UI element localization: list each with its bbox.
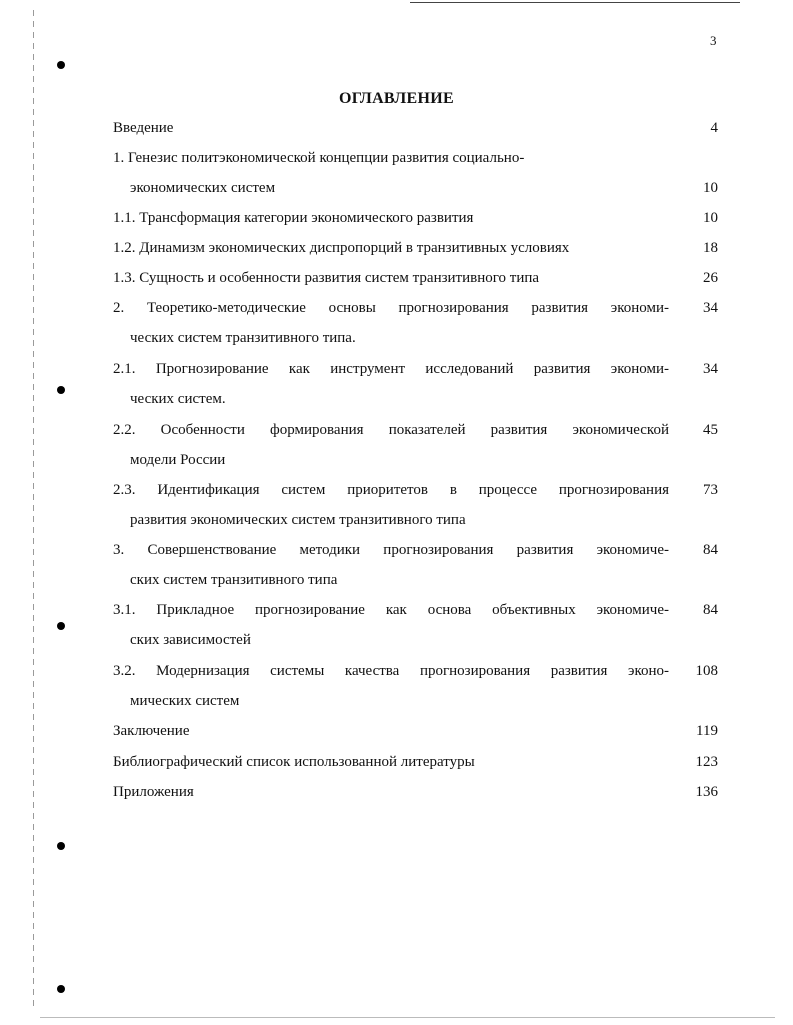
toc-entry-continuation xyxy=(0,384,793,414)
toc-entry xyxy=(0,777,793,807)
toc-entry-continuation xyxy=(0,445,793,475)
toc-entry-text: 2. Теоретико-методические основы прогнозирования развития экономи- xyxy=(113,300,669,316)
toc-entry xyxy=(0,143,793,173)
toc-entry xyxy=(0,293,793,323)
toc-entry-text: 3. Совершенствование методики прогнозирования развития экономиче- xyxy=(113,542,669,558)
toc-entry-text: развития экономических систем транзитивного типа xyxy=(130,512,466,528)
toc-page-number: 84 xyxy=(703,542,718,558)
toc-entry xyxy=(0,535,793,565)
page-number: 3 xyxy=(710,33,717,48)
toc-entry-text: 2.3. Идентификация систем приоритетов в процессе прогнозирования xyxy=(113,482,669,498)
toc-page-number: 34 xyxy=(703,361,718,377)
toc-entry xyxy=(0,716,793,746)
toc-entry xyxy=(0,747,793,777)
toc-entry-text: 2.2. Особенности формирования показателей развития экономической xyxy=(113,422,669,438)
toc-entry-text: модели России xyxy=(130,452,226,468)
toc-entry-continuation xyxy=(0,323,793,353)
toc-page-number: 26 xyxy=(703,270,718,286)
toc-entry-text: Библиографический список использованной литературы xyxy=(113,754,475,770)
toc-page-number: 84 xyxy=(703,602,718,618)
toc-entry-text: 1.2. Динамизм экономических диспропорций в транзитивных условиях xyxy=(113,240,570,256)
punch-hole-icon xyxy=(57,61,65,69)
toc-page-number: 10 xyxy=(703,210,718,226)
toc-entry-text: 1. Генезис политэкономической концепции развития социально- xyxy=(113,150,525,166)
toc-page-number: 73 xyxy=(703,482,718,498)
toc-entry-text: 2.1. Прогнозирование как инструмент исследований развития экономи- xyxy=(113,361,669,377)
toc-entry xyxy=(0,203,793,233)
scan-bottom-line xyxy=(40,1017,775,1018)
toc-entry xyxy=(0,263,793,293)
toc-entry-text: мических систем xyxy=(130,693,240,709)
toc-entry-text: ских зависимостей xyxy=(130,632,251,648)
toc-entry xyxy=(0,354,793,384)
toc-page-number: 34 xyxy=(703,300,718,316)
toc-page-number: 108 xyxy=(695,663,718,679)
toc-entry-text: 3.2. Модернизация системы качества прогнозирования развития эконо- xyxy=(113,663,669,679)
scan-top-line xyxy=(410,2,740,3)
toc-entry-text: ческих систем. xyxy=(130,391,226,407)
toc-entry xyxy=(0,656,793,686)
toc-entry xyxy=(0,415,793,445)
toc-entry xyxy=(0,475,793,505)
toc-entry-text: экономических систем xyxy=(130,180,276,196)
toc-entry-continuation xyxy=(0,173,793,203)
toc-entry xyxy=(0,233,793,263)
toc-page-number: 18 xyxy=(703,240,718,256)
toc-page-number: 136 xyxy=(695,784,718,800)
toc-entry-continuation xyxy=(0,686,793,716)
toc-entry-text: Приложения xyxy=(113,784,194,800)
toc-entry-continuation xyxy=(0,625,793,655)
page-title: ОГЛАВЛЕНИЕ xyxy=(339,90,454,107)
punch-hole-icon xyxy=(57,985,65,993)
toc-page-number: 123 xyxy=(695,754,718,770)
toc-entry-text: ских систем транзитивного типа xyxy=(130,572,338,588)
toc-page-number: 4 xyxy=(710,120,718,136)
toc-entry xyxy=(0,113,793,143)
toc-entry-text: Введение xyxy=(113,120,174,136)
toc-entry-text: ческих систем транзитивного типа. xyxy=(130,330,356,346)
toc-page-number: 119 xyxy=(696,723,718,739)
toc-entry-text: 3.1. Прикладное прогнозирование как основа объективных экономиче- xyxy=(113,602,669,618)
toc-page-number: 45 xyxy=(703,422,718,438)
punch-hole-icon xyxy=(57,842,65,850)
toc-entry-text: 1.3. Сущность и особенности развития систем транзитивного типа xyxy=(113,270,540,286)
toc-page-number: 10 xyxy=(703,180,718,196)
toc-entry-text: 1.1. Трансформация категории экономического развития xyxy=(113,210,474,226)
toc-entry-text: Заключение xyxy=(113,723,190,739)
toc-entry-continuation xyxy=(0,505,793,535)
toc-entry xyxy=(0,595,793,625)
toc-entry-continuation xyxy=(0,565,793,595)
